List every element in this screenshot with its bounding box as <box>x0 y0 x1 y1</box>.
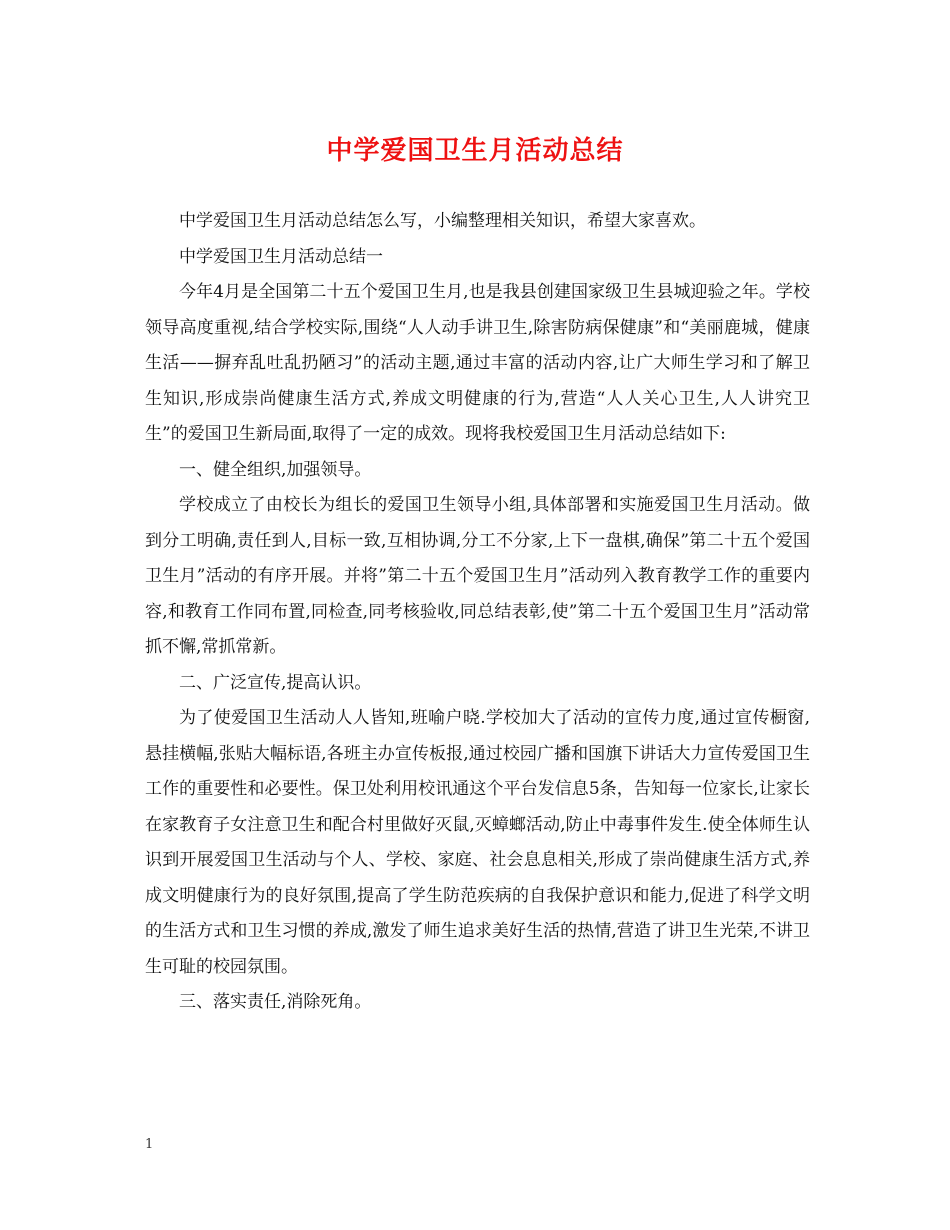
section-heading-3: 三、落实责任,消除死角。 <box>179 992 372 1012</box>
page-number: 1 <box>145 1137 154 1152</box>
document-title: 中学爱国卫生月活动总结 <box>326 136 624 166</box>
paragraph-subtitle: 中学爱国卫生月活动总结一 <box>179 246 383 267</box>
paragraph-overview: 今年4月是全国第二十五个爱国卫生月,也是我县创建国家级卫生县城迎验之年。学校领导高度重视,结合学校实际,围绕“人人动手讲卫生,除害防病保健康”和“美丽鹿城，健康生活——摒弃乱吐乱扔陋习”的活动主题,通过丰富的活动内容,让广大师生学习和了解卫生知识,形成崇尚健康生活方式,养成文明健康的行为,营造“人人关心卫生,人人讲究卫生”的爱国卫生新局面,取得了一定的成效。现将我校爱国卫生月活动总结如下: <box>145 282 810 444</box>
document-body <box>145 204 810 1021</box>
section-heading-1: 一、健全组织,加强领导。 <box>179 459 372 480</box>
paragraph-section-1: 学校成立了由校长为组长的爱国卫生领导小组,具体部署和实施爱国卫生月活动。做到分工明确,责任到人,目标一致,互相协调,分工不分家,上下一盘棋,确保”第二十五个爱国卫生月”活动的有序开展。并将”第二十五个爱国卫生月”活动列入教育教学工作的重要内容,和教育工作同布置,同检查,同考核验收,同总结表彰,使”第二十五个爱国卫生月”活动常抓不懈,常抓常新。 <box>145 495 810 657</box>
section-heading-2: 二、广泛宣传,提高认识。 <box>179 672 372 693</box>
paragraph-section-2: 为了使爱国卫生活动人人皆知,班喻户晓.学校加大了活动的宣传力度,通过宣传橱窗,悬挂横幅,张贴大幅标语,各班主办宣传板报,通过校园广播和国旗下讲话大力宣传爱国卫生工作的重要性和必要性。保卫处利用校讯通这个平台发信息5条，告知每一位家长,让家长在家教育子女注意卫生和配合村里做好灭鼠,灭蟑螂活动,防止中毒事件发生.使全体师生认识到开展爱国卫生活动与个人、学校、家庭、社会息息相关,形成了崇尚健康生活方式,养成文明健康行为的良好氛围,提高了学生防范疾病的自我保护意识和能力,促进了科学文明的生活方式和卫生习惯的养成,激发了师生追求美好生活的热情,营造了讲卫生光荣,不讲卫生可耻的校园氛围。 <box>145 708 810 977</box>
paragraph-intro: 中学爱国卫生月活动总结怎么写，小编整理相关知识，希望大家喜欢。 <box>179 211 706 231</box>
